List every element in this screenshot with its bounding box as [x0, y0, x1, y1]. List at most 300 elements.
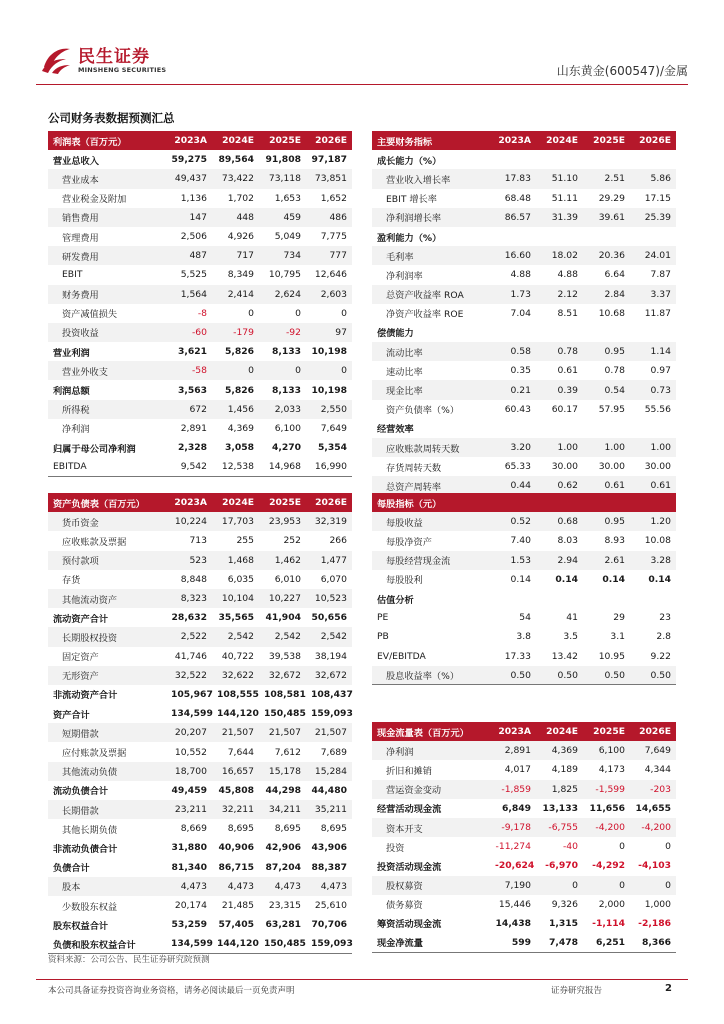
- cell-value: 8.03: [557, 535, 578, 547]
- cell-value: 6,251: [583, 933, 630, 952]
- cell-value: 16,990: [306, 457, 352, 476]
- cell-value: 2.84: [583, 285, 630, 304]
- table-row: [372, 551, 676, 570]
- cell-value: [630, 150, 676, 169]
- row-label: 总资产周转率: [372, 476, 490, 495]
- cell-value: 41,904: [265, 612, 301, 624]
- cell-value: 2,000: [598, 898, 625, 910]
- cell-value: 59,275: [171, 154, 207, 166]
- cell-value: 0.44: [490, 476, 536, 495]
- cell-value: 6,849: [501, 802, 531, 814]
- cell-value: -11,274: [495, 841, 531, 853]
- table-row: [372, 342, 676, 361]
- cell-value: 0.14: [648, 573, 671, 585]
- footer-divider: [36, 979, 688, 980]
- row-label: 财务费用: [48, 285, 166, 304]
- cell-value: 10,104: [212, 589, 259, 608]
- table-row: [372, 512, 676, 531]
- row-label: 应收账款及票据: [62, 536, 127, 548]
- cell-value: 7,649: [630, 741, 676, 760]
- cell-value: 4,369: [536, 741, 583, 760]
- cell-value: 108,581: [264, 688, 306, 700]
- cell-value: [490, 419, 536, 438]
- cell-value: 0.73: [630, 380, 676, 399]
- table-row: [372, 150, 676, 169]
- cell-value: 2.8: [656, 631, 671, 643]
- row-label: 偿债能力: [377, 328, 414, 340]
- table-row: [48, 915, 352, 934]
- cell-value: 459: [259, 208, 306, 227]
- table-row: [48, 800, 352, 819]
- table-row: [372, 208, 676, 227]
- table-row: [372, 799, 676, 818]
- table-row: [48, 589, 352, 608]
- balance-sheet-table: [48, 493, 352, 954]
- cell-value: 0.14: [510, 573, 531, 585]
- cell-value: 7.04: [510, 307, 531, 319]
- cell-value: 0.50: [536, 666, 583, 685]
- table-row: [372, 265, 676, 284]
- cell-value: 2,033: [259, 400, 306, 419]
- cell-value: [536, 419, 583, 438]
- row-label: 资产合计: [53, 709, 90, 721]
- cell-value: [490, 589, 536, 608]
- row-label: 现金净流量: [372, 933, 490, 952]
- row-label: 每股收益: [372, 512, 490, 531]
- cell-value: 17,703: [212, 512, 259, 531]
- row-label: 资产减值损失: [62, 309, 118, 321]
- table-row: [48, 208, 352, 227]
- table-row: [48, 896, 352, 915]
- cell-value: [583, 323, 630, 342]
- table-header-row: [48, 493, 352, 512]
- cell-value: 29: [613, 612, 625, 624]
- page-number: 2: [665, 983, 672, 994]
- cell-value: 10,198: [311, 346, 347, 358]
- year-header: 2024E: [212, 131, 259, 150]
- cell-value: 0.95: [583, 342, 630, 361]
- row-label: 营业收入增长率: [372, 169, 490, 188]
- row-label: 盈利能力（%）: [377, 232, 442, 244]
- cell-value: 0.54: [583, 380, 630, 399]
- cell-value: 159,093: [311, 708, 353, 720]
- year-header: 2026E: [630, 722, 676, 741]
- cell-value: 4,270: [271, 442, 301, 454]
- row-label: PE: [377, 612, 389, 624]
- cell-value: 0.61: [557, 365, 578, 377]
- cell-value: 2,506: [180, 231, 207, 243]
- cell-value: 1,315: [548, 917, 578, 929]
- cell-value: 29.29: [598, 192, 625, 204]
- cell-value: 31,880: [171, 842, 207, 854]
- cell-value: 105,967: [171, 688, 213, 700]
- cell-value: 7.40: [510, 535, 531, 547]
- logo-text-en: MINSHENG SECURITIES: [78, 66, 167, 74]
- cell-value: 35,211: [306, 800, 352, 819]
- cell-value: 486: [306, 208, 352, 227]
- table-row: [48, 419, 352, 438]
- table-row: [372, 608, 676, 627]
- row-label: 固定资产: [62, 652, 99, 664]
- cell-value: -203: [630, 780, 676, 799]
- cell-value: 7,190: [490, 876, 536, 895]
- row-label: 长期借款: [48, 800, 166, 819]
- cell-value: 2,891: [490, 741, 536, 760]
- per-share-table: [372, 493, 676, 685]
- cell-value: 89,564: [218, 154, 254, 166]
- cell-value: 14,655: [635, 802, 671, 814]
- cell-value: 86,715: [218, 861, 254, 873]
- table-row: [48, 227, 352, 246]
- cell-value: 45,808: [218, 784, 254, 796]
- cell-value: 5,826: [224, 346, 254, 358]
- cell-value: [583, 227, 630, 246]
- cell-value: 25.39: [630, 208, 676, 227]
- cell-value: 23,953: [259, 512, 306, 531]
- table-row: [48, 400, 352, 419]
- cell-value: 88,387: [311, 861, 347, 873]
- cell-value: 41: [566, 612, 578, 624]
- table-row: [372, 531, 676, 550]
- cell-value: 0: [295, 307, 301, 319]
- cell-value: 0: [306, 361, 352, 380]
- cell-value: 18.02: [536, 246, 583, 265]
- cell-value: 0.14: [602, 573, 625, 585]
- cell-value: 10,227: [259, 589, 306, 608]
- cell-value: 8,133: [271, 346, 301, 358]
- cell-value: -4,292: [592, 860, 625, 872]
- cell-value: 20.36: [583, 246, 630, 265]
- cell-value: 15,446: [498, 898, 531, 910]
- cell-value: 0: [583, 876, 630, 895]
- table-row: [372, 323, 676, 342]
- page-header: [36, 40, 688, 80]
- cell-value: 70,706: [311, 919, 347, 931]
- year-header: 2024E: [536, 722, 583, 741]
- cell-value: 87,204: [265, 861, 301, 873]
- cell-value: 1,825: [536, 780, 583, 799]
- cell-value: 40,906: [218, 842, 254, 854]
- table-row: [372, 760, 676, 779]
- cell-value: 0: [619, 841, 625, 853]
- row-label: 负债和股东权益合计: [48, 934, 166, 953]
- row-label: EBITDA: [48, 457, 166, 476]
- table-row: [48, 342, 352, 361]
- cell-value: 8,349: [227, 269, 254, 281]
- row-label: 货币资金: [48, 512, 166, 531]
- row-label: 每股经营现金流: [372, 551, 490, 570]
- table-row: [372, 438, 676, 457]
- cell-value: 0.97: [650, 365, 671, 377]
- cell-value: 21,507: [259, 723, 306, 742]
- table-row: [48, 189, 352, 208]
- year-header: 2025E: [259, 493, 306, 512]
- table-row: [372, 818, 676, 837]
- cell-value: 159,093: [306, 934, 352, 953]
- cell-value: 55.56: [644, 403, 671, 415]
- row-label: 投资活动现金流: [377, 861, 442, 873]
- cell-value: -20,624: [495, 860, 535, 872]
- cell-value: 4,473: [259, 877, 306, 896]
- row-label: 经营活动现金流: [377, 804, 442, 816]
- cell-value: 9.22: [650, 650, 671, 662]
- cell-value: -1,114: [592, 917, 625, 929]
- cell-value: [490, 227, 536, 246]
- table-row: [48, 858, 352, 877]
- cash-flow-table: [372, 722, 676, 953]
- row-label: 营业成本: [48, 169, 166, 188]
- row-label: 预付款项: [48, 551, 166, 570]
- cell-value: 97,187: [311, 154, 347, 166]
- cell-value: 10.08: [644, 535, 671, 547]
- table-row: [372, 169, 676, 188]
- table-row: [48, 380, 352, 399]
- cell-value: 134,599: [171, 708, 213, 720]
- year-header: 2025E: [583, 722, 630, 741]
- cell-value: 1.53: [490, 551, 536, 570]
- cell-value: [536, 227, 583, 246]
- table-row: [372, 246, 676, 265]
- cell-value: [630, 323, 676, 342]
- cell-value: 12,538: [212, 457, 259, 476]
- table-row: [372, 361, 676, 380]
- cell-value: 3.8: [516, 631, 531, 643]
- cell-value: 134,599: [166, 934, 212, 953]
- cell-value: 10,552: [174, 746, 207, 758]
- cell-value: 13.42: [551, 650, 578, 662]
- cell-value: 15,284: [306, 762, 352, 781]
- cell-value: -4,200: [630, 818, 676, 837]
- cell-value: 2,542: [212, 627, 259, 646]
- cell-value: 2.61: [583, 551, 630, 570]
- row-label: 所得税: [48, 400, 166, 419]
- table-header-row: [372, 722, 676, 741]
- cell-value: 73,851: [306, 169, 352, 188]
- cell-value: 4,344: [644, 764, 671, 776]
- cell-value: [630, 227, 676, 246]
- company-logo: [40, 42, 200, 78]
- table-row: [48, 246, 352, 265]
- cell-value: 39,538: [268, 650, 301, 662]
- cell-value: 12,646: [314, 269, 347, 281]
- cell-value: 3.28: [630, 551, 676, 570]
- cell-value: 252: [283, 535, 301, 547]
- table-row: [372, 895, 676, 914]
- cell-value: 57.95: [598, 403, 625, 415]
- cell-value: 20,174: [174, 900, 207, 912]
- cell-value: 57,405: [218, 919, 254, 931]
- table-row: [48, 150, 352, 169]
- cell-value: 23: [659, 612, 671, 624]
- row-label: 存货周转天数: [386, 462, 442, 474]
- cell-value: -1,859: [490, 780, 536, 799]
- row-label: 流动比率: [372, 342, 490, 361]
- row-label: 毛利率: [372, 246, 490, 265]
- cell-value: 4.88: [557, 269, 578, 281]
- row-label: 负债合计: [53, 863, 90, 875]
- cell-value: 5.86: [630, 169, 676, 188]
- cell-value: 30.00: [644, 461, 671, 473]
- cell-value: 1.20: [630, 512, 676, 531]
- cell-value: 0: [665, 841, 671, 853]
- row-label: 估值分析: [377, 594, 414, 606]
- cell-value: 8,366: [630, 933, 676, 952]
- cell-value: -179: [212, 323, 259, 342]
- key-indicators-table: [372, 131, 676, 496]
- cell-value: 39.61: [583, 208, 630, 227]
- cell-value: 448: [212, 208, 259, 227]
- cell-value: 8,695: [320, 823, 347, 835]
- cell-value: 7,689: [320, 746, 347, 758]
- year-header: 2025E: [583, 131, 630, 150]
- cell-value: 144,120: [212, 934, 259, 953]
- row-label: 长期股权投资: [48, 627, 166, 646]
- cell-value: 68.48: [504, 192, 531, 204]
- cell-value: -4,103: [638, 860, 671, 872]
- cell-value: 0.62: [536, 476, 583, 495]
- cell-value: -92: [259, 323, 306, 342]
- row-label: 研发费用: [48, 246, 166, 265]
- row-label: 投资: [386, 842, 405, 854]
- cell-value: 1,136: [180, 192, 207, 204]
- cell-value: 81,340: [171, 861, 207, 873]
- cell-value: 91,808: [265, 154, 301, 166]
- cell-value: 0: [248, 307, 254, 319]
- row-label: 净利润: [62, 424, 90, 436]
- cell-value: 10,198: [311, 384, 347, 396]
- row-label: 资产负债率（%）: [386, 405, 460, 417]
- cell-value: 43,906: [311, 842, 347, 854]
- table-row: [48, 323, 352, 342]
- cell-value: 20,207: [166, 723, 212, 742]
- cell-value: 11,656: [589, 802, 625, 814]
- cell-value: 28,632: [171, 612, 207, 624]
- row-label: 非流动负债合计: [53, 843, 118, 855]
- cell-value: [490, 150, 536, 169]
- table-row: [372, 589, 676, 608]
- cell-value: 14,968: [259, 457, 306, 476]
- cell-value: 2,550: [306, 400, 352, 419]
- table-row: [372, 856, 676, 875]
- cell-value: 2.51: [583, 169, 630, 188]
- table-row: [372, 304, 676, 323]
- row-label: 非流动资产合计: [53, 690, 118, 702]
- table-row: [48, 570, 352, 589]
- cell-value: 97: [306, 323, 352, 342]
- cell-value: 0: [212, 361, 259, 380]
- year-header: 2023A: [490, 722, 536, 741]
- cell-value: -40: [562, 841, 578, 853]
- cell-value: 2,891: [180, 422, 207, 434]
- table-row: [48, 265, 352, 284]
- table-title: 利润表（百万元）: [48, 131, 166, 150]
- cell-value: 7,612: [274, 746, 301, 758]
- income-statement-table: [48, 131, 352, 477]
- table-row: [48, 531, 352, 550]
- cell-value: 49,459: [171, 784, 207, 796]
- table-row: [372, 837, 676, 856]
- cell-value: 147: [166, 208, 212, 227]
- cell-value: 6,010: [274, 573, 301, 585]
- cell-value: 150,485: [264, 708, 306, 720]
- cell-value: 63,281: [265, 919, 301, 931]
- cell-value: 0.68: [536, 512, 583, 531]
- cell-value: 8,695: [227, 823, 254, 835]
- cell-value: 10,224: [166, 512, 212, 531]
- cell-value: 713: [189, 535, 207, 547]
- table-row: [48, 608, 352, 627]
- row-label: 营业外收支: [48, 361, 166, 380]
- row-label: 债务募资: [386, 900, 423, 912]
- table-title: 每股指标（元）: [372, 493, 490, 512]
- cell-value: 1,468: [212, 551, 259, 570]
- row-label: 资本开支: [372, 818, 490, 837]
- cell-value: 5,826: [224, 384, 254, 396]
- cell-value: 2,624: [259, 285, 306, 304]
- year-header: 2023A: [166, 493, 212, 512]
- cell-value: 17.83: [490, 169, 536, 188]
- cell-value: 0.50: [583, 666, 630, 685]
- row-label: EV/EBITDA: [377, 650, 426, 662]
- table-row: [48, 666, 352, 685]
- cell-value: 0.58: [490, 342, 536, 361]
- year-header: 2024E: [536, 131, 583, 150]
- cell-value: 777: [306, 246, 352, 265]
- cell-value: 10,795: [268, 269, 301, 281]
- table-title: 现金流量表（百万元）: [372, 722, 490, 741]
- cell-value: 6.64: [604, 269, 625, 281]
- cell-value: 108,555: [217, 688, 259, 700]
- cell-value: [630, 589, 676, 608]
- table-row: [48, 304, 352, 323]
- cell-value: 6,035: [227, 573, 254, 585]
- cell-value: 0: [536, 876, 583, 895]
- cell-value: 1,462: [259, 551, 306, 570]
- cell-value: 7.87: [650, 269, 671, 281]
- cell-value: 8,133: [271, 384, 301, 396]
- year-header: 2023A: [166, 131, 212, 150]
- cell-value: 734: [259, 246, 306, 265]
- cell-value: 7,644: [227, 746, 254, 758]
- cell-value: 30.00: [551, 461, 578, 473]
- row-label: 股本: [48, 877, 166, 896]
- cell-value: 11.87: [644, 307, 671, 319]
- cell-value: 4,017: [504, 764, 531, 776]
- cell-value: 53,259: [171, 919, 207, 931]
- cell-value: 60.43: [504, 403, 531, 415]
- cell-value: 7,478: [536, 933, 583, 952]
- cell-value: 0.50: [630, 666, 676, 685]
- row-label: EBIT: [62, 269, 83, 281]
- row-label: 股东权益合计: [53, 920, 109, 932]
- cell-value: 672: [166, 400, 212, 419]
- row-label: 成长能力（%）: [377, 155, 442, 167]
- cell-value: 16.60: [490, 246, 536, 265]
- cell-value: 2.12: [536, 285, 583, 304]
- cell-value: 6,100: [274, 422, 301, 434]
- table-row: [372, 627, 676, 646]
- table-row: [372, 666, 676, 685]
- year-header: [536, 493, 583, 512]
- cell-value: 50,656: [311, 612, 347, 624]
- row-label: 现金比率: [372, 380, 490, 399]
- row-label: 流动资产合计: [53, 613, 109, 625]
- row-label: 营业利润: [53, 347, 90, 359]
- cell-value: 32,672: [259, 666, 306, 685]
- cell-value: [536, 150, 583, 169]
- cell-value: 8,323: [166, 589, 212, 608]
- row-label: 净利润增长率: [372, 208, 490, 227]
